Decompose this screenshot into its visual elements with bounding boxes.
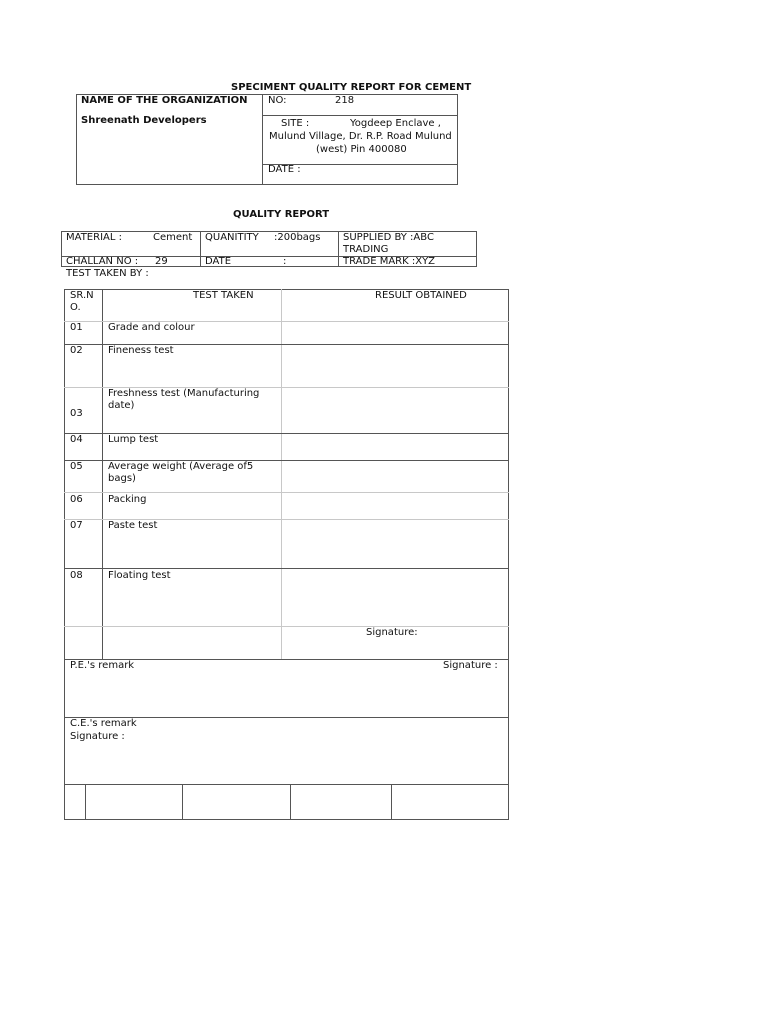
row-07-test: Paste test	[108, 520, 158, 531]
test-table	[64, 289, 509, 820]
row-06-test: Packing	[108, 494, 147, 505]
info-col-divider-2	[338, 231, 339, 267]
challan-label: CHALLAN NO :	[66, 256, 139, 267]
row-01-sr: 01	[70, 322, 83, 333]
info-col-divider-1	[200, 231, 201, 267]
trade-mark-label: TRADE MARK :XYZ	[343, 256, 436, 267]
site-line-2: Mulund Village, Dr. R.P. Road Mulund	[269, 131, 452, 142]
row-04-sr: 04	[70, 434, 83, 445]
bottom-col-divider-1	[85, 784, 86, 820]
supplied-by-value: TRADING	[343, 244, 389, 255]
row-07-sr: 07	[70, 520, 83, 531]
header-line-no	[262, 115, 458, 116]
test-taken-by: TEST TAKEN BY :	[66, 268, 149, 279]
organization-label: NAME OF THE ORGANIZATION	[81, 95, 248, 106]
row-line-07	[64, 568, 509, 569]
info-date-colon: :	[283, 256, 287, 267]
material-label: MATERIAL :	[66, 232, 122, 243]
ce-signature: Signature :	[70, 731, 125, 742]
quality-report-title: QUALITY REPORT	[233, 209, 330, 220]
row-06-sr: 06	[70, 494, 83, 505]
bottom-col-divider-2	[182, 784, 183, 820]
header-date-label: DATE :	[268, 164, 301, 175]
table-signature: Signature:	[366, 627, 418, 638]
header-test-taken: TEST TAKEN	[193, 290, 254, 301]
header-sr-line-1: SR.N	[70, 290, 94, 301]
row-08-sr: 08	[70, 570, 83, 581]
material-value: Cement	[153, 232, 193, 243]
row-08-test: Floating test	[108, 570, 171, 581]
site-line-1: Yogdeep Enclave ,	[350, 118, 441, 129]
bottom-col-divider-3	[290, 784, 291, 820]
header-result-obtained: RESULT OBTAINED	[375, 290, 467, 301]
header-sr-line-2: O.	[70, 302, 81, 313]
row-03-sr: 03	[70, 408, 83, 419]
site-label: SITE :	[281, 118, 310, 129]
row-02-sr: 02	[70, 345, 83, 356]
site-line-3: (west) Pin 400080	[316, 144, 407, 155]
row-line-ce	[64, 784, 509, 785]
organization-name: Shreenath Developers	[81, 115, 207, 126]
quantity-label: QUANITITY	[205, 232, 259, 243]
row-04-test: Lump test	[108, 434, 159, 445]
header-divider	[262, 94, 263, 185]
report-title: SPECIMENT QUALITY REPORT FOR CEMENT	[231, 82, 472, 93]
row-line-05	[64, 492, 509, 493]
row-01-test: Grade and colour	[108, 322, 195, 333]
ce-remark: C.E.'s remark	[70, 718, 137, 729]
row-02-test: Fineness test	[108, 345, 174, 356]
row-05-test: Average weight (Average of5 bags)	[108, 461, 254, 484]
supplied-by-label: SUPPLIED BY :ABC	[343, 232, 434, 243]
pe-signature: Signature :	[443, 660, 498, 671]
no-label: NO:	[268, 95, 287, 106]
no-value: 218	[335, 95, 355, 106]
challan-value: 29	[155, 256, 168, 267]
row-05-sr: 05	[70, 461, 83, 472]
row-line-08	[64, 626, 509, 627]
pe-remark: P.E.'s remark	[70, 660, 135, 671]
row-03-test: Freshness test (Manufacturing date)	[108, 388, 260, 411]
quantity-value: :200bags	[274, 232, 321, 243]
bottom-col-divider-4	[391, 784, 392, 820]
info-date-label: DATE	[205, 256, 232, 267]
